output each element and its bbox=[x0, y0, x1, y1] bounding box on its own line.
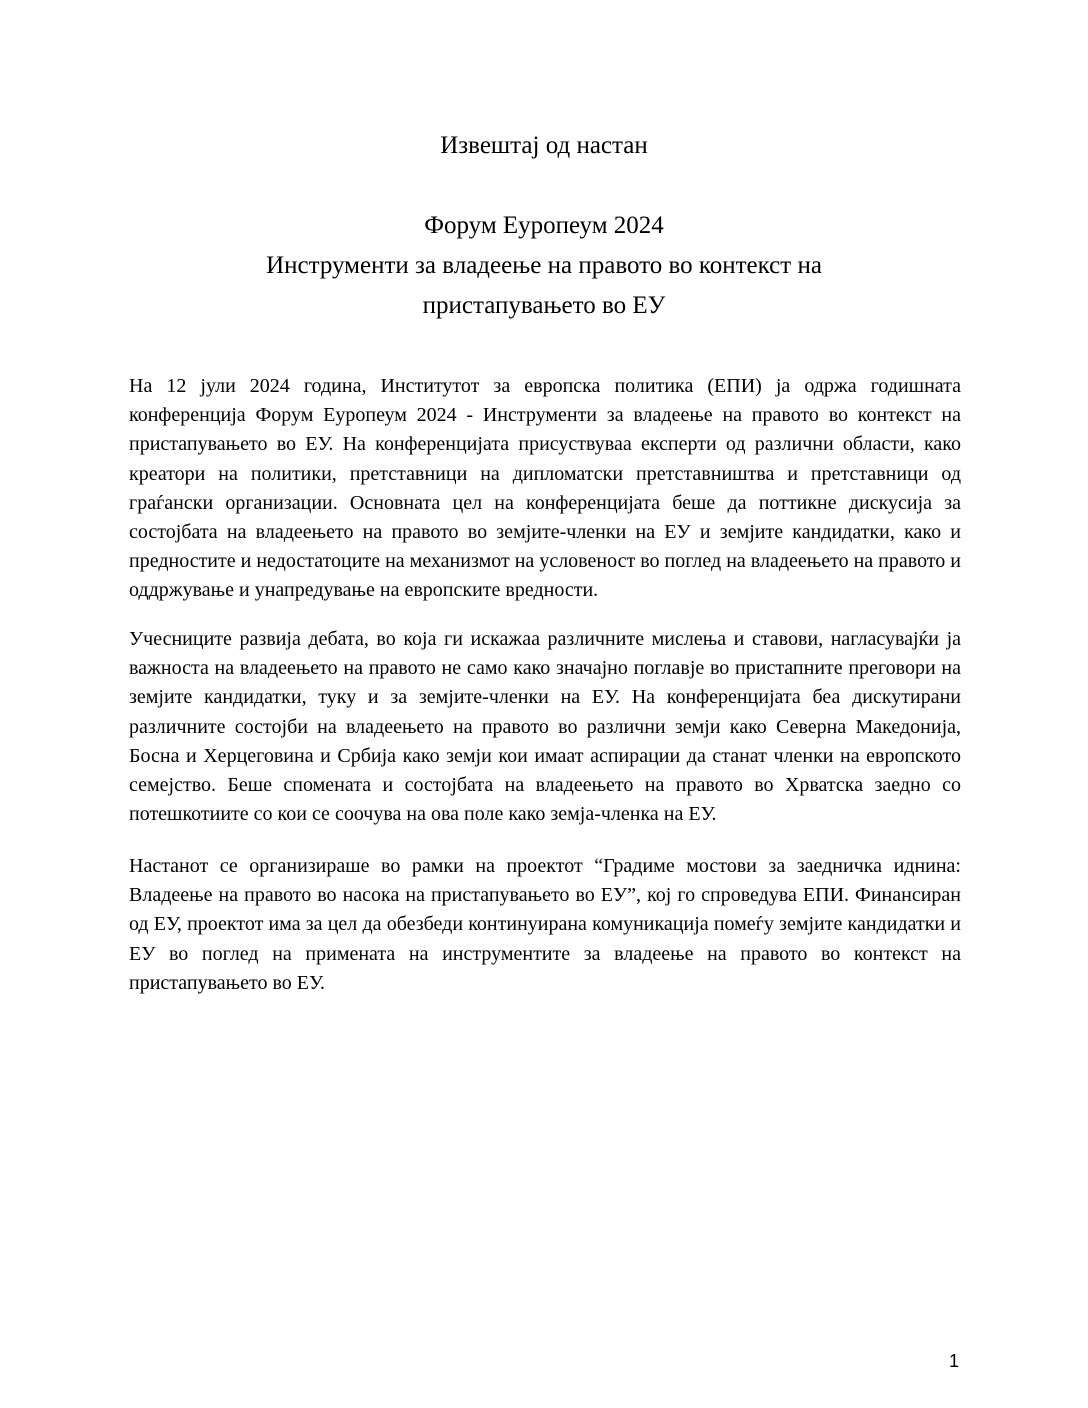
document-heading: Извештај од настан bbox=[440, 132, 648, 159]
document-subtitle bbox=[0, 206, 1088, 326]
page-number: 1 bbox=[948, 1351, 959, 1371]
subtitle-line: Инструменти за владеење на правото во контекст на bbox=[266, 252, 822, 279]
body-paragraph: На 12 јули 2024 година, Институтот за европска политика (ЕПИ) ја одржа годишната конференција Форум Еуропеум 2024 - Инструменти за владеење на правото во контекст на пристапувањето во ЕУ. На конференцијата присуствуваа експерти од различни области, како креатори на политики, претставници на дипломатски претставништва и претставници од граѓански организации. Основната цел на конференцијата беше да поттикне дискусија за состојбата на владеењето на правото во земјите-членки на ЕУ и земјите кандидатки, како и предностите и недостатоците на механизмот на условеност во поглед на владеењето на правото и оддржување и унапредување на европските вредности. bbox=[129, 375, 961, 602]
subtitle-line: пристапувањето во ЕУ bbox=[422, 292, 666, 319]
body-paragraph: Учесниците развија дебата, во која ги искажаа различните мислења и ставови, нагласувајќи ја важноста на владеењето на правото не само како значајно поглавје во пристапните преговори на земјите кандидатки, туку и за земјите-членки на ЕУ. На конференцијата беа дискутирани различните состојби на владеењето на правото во различни земји како Северна Македонија, Босна и Херцеговина и Србија како земји кои имаат аспирации да станат членки на европското семејство. Беше спомената и состојбата на владеењето на правото во Хрватска заедно со потешкотиите со кои се соочува на ова поле како земја-членка на ЕУ. bbox=[129, 628, 961, 826]
body-paragraph: Настанот се организираше во рамки на проектот “Градиме мостови за заедничка иднина: Владеење на правото во насока на пристапувањето во ЕУ”, кој го спроведува ЕПИ. Финансиран од ЕУ, проектот има за цел да обезбеди континуирана комуникација помеѓу земјите кандидатки и ЕУ во поглед на примената на инструментите за владеење на правото во контекст на пристапувањето во ЕУ. bbox=[129, 855, 961, 994]
subtitle-line: Форум Еуропеум 2024 bbox=[424, 212, 664, 239]
